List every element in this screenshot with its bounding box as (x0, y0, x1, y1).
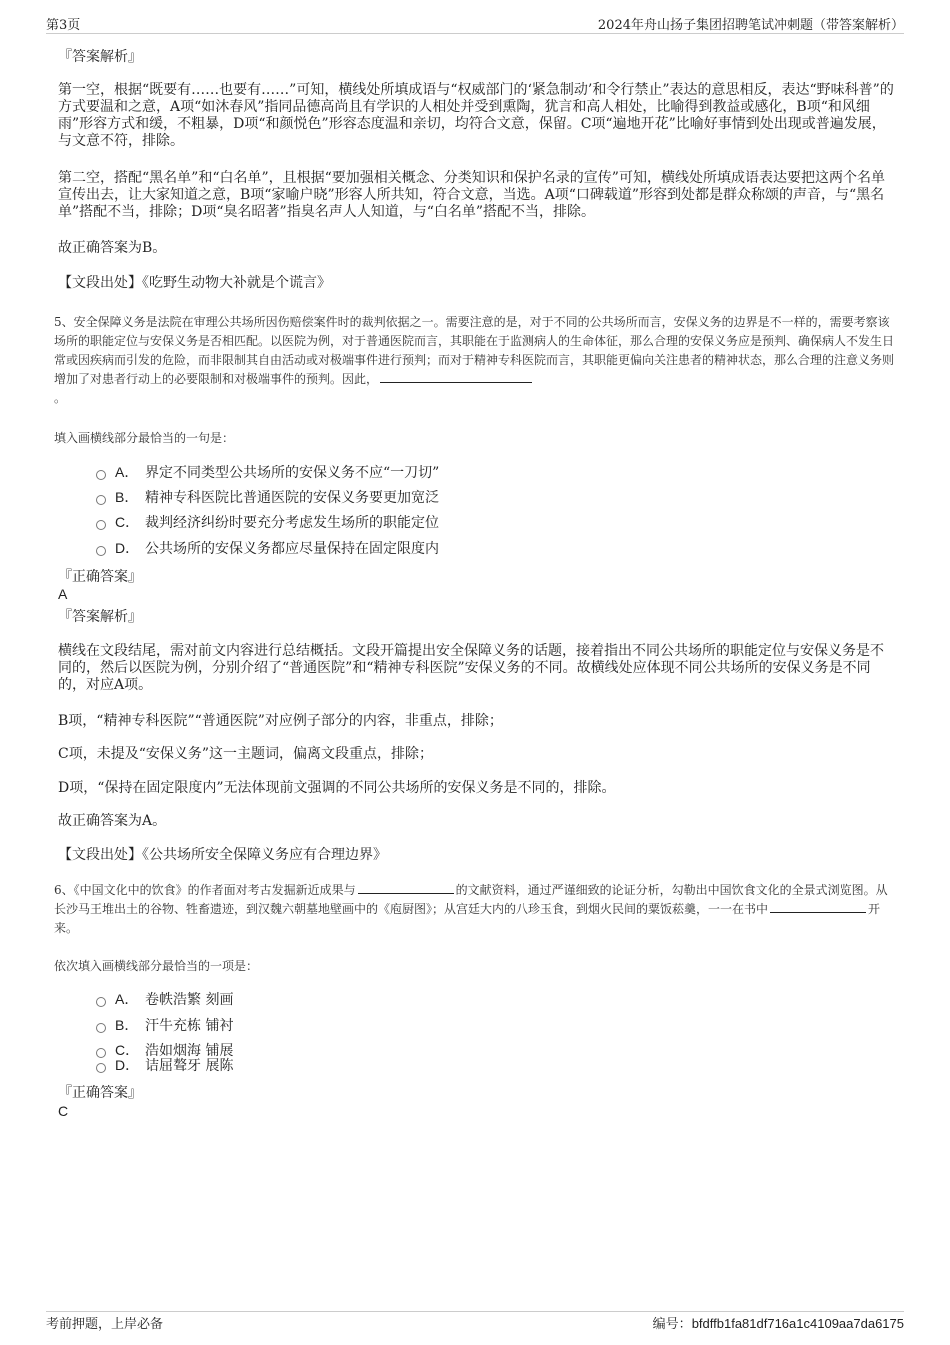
footer-divider (46, 1311, 904, 1312)
q6-answer: C (58, 1103, 69, 1119)
q6-blank-1 (358, 881, 454, 894)
q6-answer-label: 『正确答案』 (58, 1085, 142, 1101)
option-key: C． (115, 514, 140, 530)
option-text: 浩如烟海 铺展 (145, 1043, 234, 1059)
option-key: D． (115, 540, 140, 556)
option-key: D． (115, 1057, 140, 1073)
option-key: A． (115, 991, 139, 1007)
q5-analysis-paragraph-2: B项，“精神专科医院”“普通医院”对应例子部分的内容，非重点，排除； (58, 713, 503, 729)
q5-option-b[interactable] (96, 489, 439, 506)
q6-blank-2 (770, 900, 866, 913)
radio-icon[interactable] (96, 546, 106, 556)
q6-option-b[interactable] (96, 1017, 233, 1034)
q6-option-d[interactable] (96, 1057, 233, 1074)
q5-option-d[interactable] (96, 540, 439, 557)
q5-option-a[interactable] (96, 464, 439, 481)
serial-number: bfdffb1fa81df716a1c4109aa7da6175 (691, 1316, 904, 1331)
header-divider (46, 33, 904, 34)
option-key: A． (115, 464, 139, 480)
q5-prompt: 填入画横线部分最恰当的一句是： (54, 431, 235, 445)
page-number: 第3页 (46, 18, 81, 33)
radio-icon[interactable] (96, 1023, 106, 1033)
radio-icon[interactable] (96, 520, 106, 530)
option-text: 公共场所的安保义务都应尽量保持在固定限度内 (145, 541, 439, 557)
option-text: 汗牛充栋 铺衬 (145, 1018, 234, 1034)
q5-blank (380, 370, 532, 383)
option-text: 裁判经济纠纷时要充分考虑发生场所的职能定位 (145, 515, 439, 531)
q5-analysis-paragraph-3: C项，未提及“安保义务”这一主题词，偏离文段重点，排除； (58, 746, 434, 762)
q4-answer-statement: 故正确答案为B。 (58, 240, 167, 256)
option-key: C． (115, 1042, 140, 1058)
radio-icon[interactable] (96, 1063, 106, 1073)
q5-answer-label: 『正确答案』 (58, 569, 142, 585)
option-text: 界定不同类型公共场所的安保义务不应“一刀切” (145, 465, 440, 481)
q5-answer: A (58, 586, 68, 602)
q4-analysis-label: 『答案解析』 (58, 49, 142, 65)
document-serial (653, 1313, 904, 1332)
option-key: B． (115, 1017, 139, 1033)
q5-analysis-paragraph-4: D项，“保持在固定限度内”无法体现前文强调的不同公共场所的安保义务是不同的，排除。 (58, 780, 616, 796)
radio-icon[interactable] (96, 470, 106, 480)
q6-option-a[interactable] (96, 991, 233, 1008)
option-text: 卷帙浩繁 刻画 (145, 992, 234, 1008)
radio-icon[interactable] (96, 495, 106, 505)
option-text: 诘屈聱牙 展陈 (145, 1058, 234, 1074)
q5-analysis-paragraph-1: 横线在文段结尾，需对前文内容进行总结概括。文段开篇提出安全保障义务的话题，接着指出不同公共场所的职能定位与安保义务是不同的，然后以医院为例，分别介绍了“普通医院”和“精神专科医院”安保义务的不同。故横线处应体现不同公共场所的安保义务是不同的，对应A项。 (58, 643, 884, 693)
q5-stem (54, 313, 894, 408)
option-key: B． (115, 489, 139, 505)
q6-stem-part-3: 开来。 (54, 902, 881, 935)
q5-stem-text: 5、安全保障义务是法院在审理公共场所因伤赔偿案件时的裁判依据之一。需要注意的是，对于不同的公共场所而言，安保义务的边界是不一样的，需要考察该场所的职能定位与安保义务是否相匹配。以医院为例，对于普通医院而言，其职能在于监测病人的生命体征，那么合理的安保义务应是预判、确保病人不发生日常或因疾病而引发的危险，而非限制其自由活动或对极端事件进行预判；而对于精神专科医院而言，其职能更偏向关注患者的精神状态，那么合理的注意义务则增加了对患者行动上的必要限制和对极端事件的预判。因此， (54, 315, 895, 386)
footer-slogan: 考前押题，上岸必备 (46, 1317, 164, 1332)
q5-analysis-label: 『答案解析』 (58, 609, 142, 625)
q6-stem (54, 881, 894, 938)
q4-source: 【文段出处】《吃野生动物大补就是个谎言》 (58, 275, 331, 291)
document-title: 2024年舟山扬子集团招聘笔试冲刺题（带答案解析） (597, 18, 904, 33)
serial-label: 编号： (652, 1317, 692, 1332)
q4-analysis-paragraph-1: 第一空，根据“既要有……也要有……”可知，横线处所填成语与“权威部门的‘紧急制动’和令行禁止”表达的意思相反，表达“野味科普”的方式要温和之意，A项“如沐春风”指同品德高尚且有学识的人相处并受到熏陶，犹言和高人相处，比喻得到教益或感化，B项“和风细雨”形容方式和缓，不粗暴，D项“和颜悦色”形容态度温和亲切，均符合文意，保留。C项“遍地开花”比喻好事情到处出现或普遍发展，与文意不符，排除。 (58, 82, 894, 149)
q6-prompt: 依次填入画横线部分最恰当的一项是： (54, 959, 259, 973)
q5-stem-end: 。 (54, 391, 67, 405)
q5-source: 【文段出处】《公共场所安全保障义务应有合理边界》 (58, 847, 387, 863)
q5-answer-statement: 故正确答案为A。 (58, 813, 167, 829)
option-text: 精神专科医院比普通医院的安保义务要更加宽泛 (145, 490, 439, 506)
radio-icon[interactable] (96, 997, 106, 1007)
q6-stem-part-2: 的文献资料，通过严谨细致的论证分析，勾勒出中国饮食文化的全景式浏览图。从长沙马王堆出土的谷物、牲畜遗迹，到汉魏六朝墓地壁画中的《庖厨图》；从宫廷大内的八珍玉食，到烟火民间的粟饭菘羹，一一在书中 (54, 883, 888, 916)
q5-option-c[interactable] (96, 514, 439, 531)
q4-analysis-paragraph-2: 第二空，搭配“黑名单”和“白名单”，且根据“要加强相关概念、分类知识和保护名录的宣传”可知，横线处所填成语表达要把这两个名单宣传出去，让大家知道之意，B项“家喻户晓”形容人所共知，符合文意，当选。A项“口碑载道”形容到处都是群众称颂的声音，与“黑名单”搭配不当，排除；D项“臭名昭著”指臭名声人人知道，与“白名单”搭配不当，排除。 (58, 170, 885, 220)
q6-stem-part-1: 6、《中国文化中的饮食》的作者面对考古发掘新近成果与 (54, 883, 356, 897)
